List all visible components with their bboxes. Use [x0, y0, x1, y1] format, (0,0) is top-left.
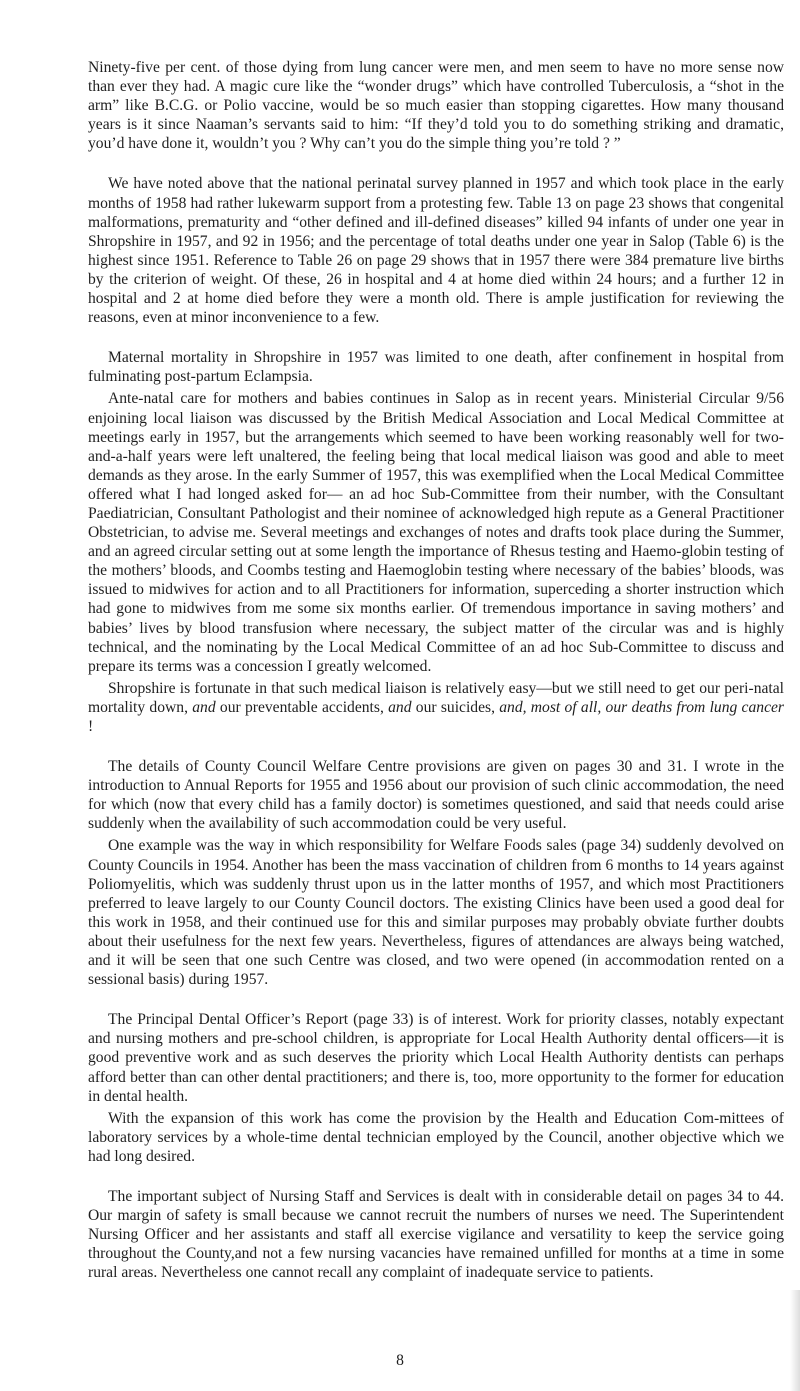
- emphasis-and-2: and: [388, 698, 412, 716]
- paragraph-welfare-foods: One example was the way in which responsibility for Welfare Foods sales (page 34) suddenly devolved on County Councils in 1954. Another has been the mass vaccination of children from 6 months to 14 years against Poliomyelitis, which was suddenly thrust upon us in the latter months of 1957, and which most Practitioners preferred to leave largely to our County Council doctors. The existing Clinics have been used a good deal for this work in 1958, and their continued use for this and similar purposes may probably obviate further doubts about their usefulness for the next few years. Nevertheless, figures of attendances are always being watched, and it will be seen that one such Centre was closed, and two were opened (in accommodation rented on a sessional basis) during 1957.: [88, 837, 784, 989]
- paragraph-dental-technician: With the expansion of this work has come the provision by the Health and Education Com-mittees of laboratory services by a whole-time dental technician employed by the Council, another objective which we had long desired.: [88, 1109, 784, 1165]
- paragraph-nursing-staff: The important subject of Nursing Staff and Services is dealt with in considerable detail on pages 34 to 44. Our margin of safety is small because we cannot recruit the numbers of nurses we need. The Superintendent Nursing Officer and her assistants and staff all exercise vigilance and versatility to keep the service going throughout the County,and not a few nursing vacancies have remained unfilled for months at a time in some rural areas. Nevertheless one cannot recall any complaint of inadequate service to patients.: [88, 1187, 784, 1282]
- page-number: 8: [396, 1352, 404, 1369]
- emphasis-and-1: and: [192, 698, 216, 716]
- paragraph-medical-liaison: [88, 679, 784, 736]
- paragraph-lung-cancer: Ninety-five per cent. of those dying from lung cancer were men, and men seem to have no more sense now than ever they had. A magic cure like the “wonder drugs” which have controlled Tuberculosis, a “shot in the arm” like B.C.G. or Polio vaccine, would be so much easier than stopping cigarettes. How many thousand years is it since Naaman’s servants said to him: “If they’d told you to do something striking and dramatic, you’d have done it, wouldn’t you ? Why can’t you do the simple thing you’re told ? ”: [88, 59, 784, 153]
- paragraph-welfare-centres: The details of County Council Welfare Centre provisions are given on pages 30 and 31. I wrote in the introduction to Annual Reports for 1955 and 1956 about our provision of such clinic accommodation, the need for which (now that every child has a family doctor) is sometimes questioned, and said that needs could arise suddenly when the availability of such accommodation could be very useful.: [88, 758, 784, 833]
- paragraph-perinatal-survey: We have noted above that the national perinatal survey planned in 1957 and which took place in the early months of 1958 had rather lukewarm support from a protesting few. Table 13 on page 23 shows that congenital malformations, prematurity and “other defined and ill-defined diseases” killed 94 infants of under one year in Shropshire in 1957, and 92 in 1956; and the percentage of total deaths under one year in Salop (Table 6) is the highest since 1951. Reference to Table 26 on page 29 shows that in 1957 there were 384 premature live births by the criterion of weight. Of these, 26 in hospital and 4 at home died within 24 hours; and a further 12 in hospital and 2 at home died before they were a month old. There is ample justification for reviewing the reasons, even at minor inconvenience to a few.: [88, 175, 784, 327]
- emphasis-lung-cancer: and, most of all, our deaths from lung cancer: [499, 698, 784, 716]
- paragraph-ante-natal-care: Ante-natal care for mothers and babies continues in Salop as in recent years. Ministerial Circular 9/56 enjoining local liaison was discussed by the British Medical Association and Local Medical Committee at meetings early in 1957, but the arrangements which seemed to have been working reasonably well for two-and-a-half years were left unaltered, the feeling being that local medical liaison was good and able to meet demands as they arose. In the early Summer of 1957, this was exemplified when the Local Medical Committee offered what I had longed asked for— an ad hoc Sub-Committee from their number, with the Consultant Paediatrician, Consultant Pathologist and their nominee of acknowledged high repute as a General Practitioner Obstetrician, to advise me. Several meetings and exchanges of notes and drafts took place during the Summer, and an agreed circular setting out at some length the importance of Rhesus testing and Haemo-globin testing of the mothers’ bloods, and Coombs testing and Haemoglobin testing where necessary of the babies’ bloods, was issued to midwives for action and to all Practitioners for information, superceding a shorter instruction which had gone to midwives from me some six months earlier. Of tremendous importance in saving mothers’ and babies’ lives by blood transfusion where necessary, the subject matter of the circular was and is highly technical, and the nominating by the Local Medical Committee of an ad hoc Sub-Committee to discuss and prepare its terms was a concession I greatly welcomed.: [88, 390, 784, 675]
- paragraph-dental-report: The Principal Dental Officer’s Report (page 33) is of interest. Work for priority classes, notably expectant and nursing mothers and pre-school children, is appropriate for Local Health Authority dental officers—it is good preventive work and as such deserves the priority which Local Health Authority dentists can perhaps afford better than can other dental practitioners; and there is, too, more opportunity to the former for education in dental health.: [88, 1011, 784, 1105]
- liaison-text-3: our suicides,: [411, 698, 500, 716]
- page-edge-shadow: [790, 1290, 800, 1391]
- paragraph-maternal-mortality: Maternal mortality in Shropshire in 1957 was limited to one death, after confinement in hospital from fulminating post-partum Eclampsia.: [88, 349, 784, 386]
- liaison-text-4: !: [88, 718, 94, 735]
- document-body: [88, 58, 784, 1282]
- liaison-text-2: our preventable accidents,: [215, 698, 389, 716]
- liaison-text-1: Shropshire is fortunate in that such medical liaison is relatively easy—but we still need to get our peri-natal mortality down,: [88, 679, 784, 716]
